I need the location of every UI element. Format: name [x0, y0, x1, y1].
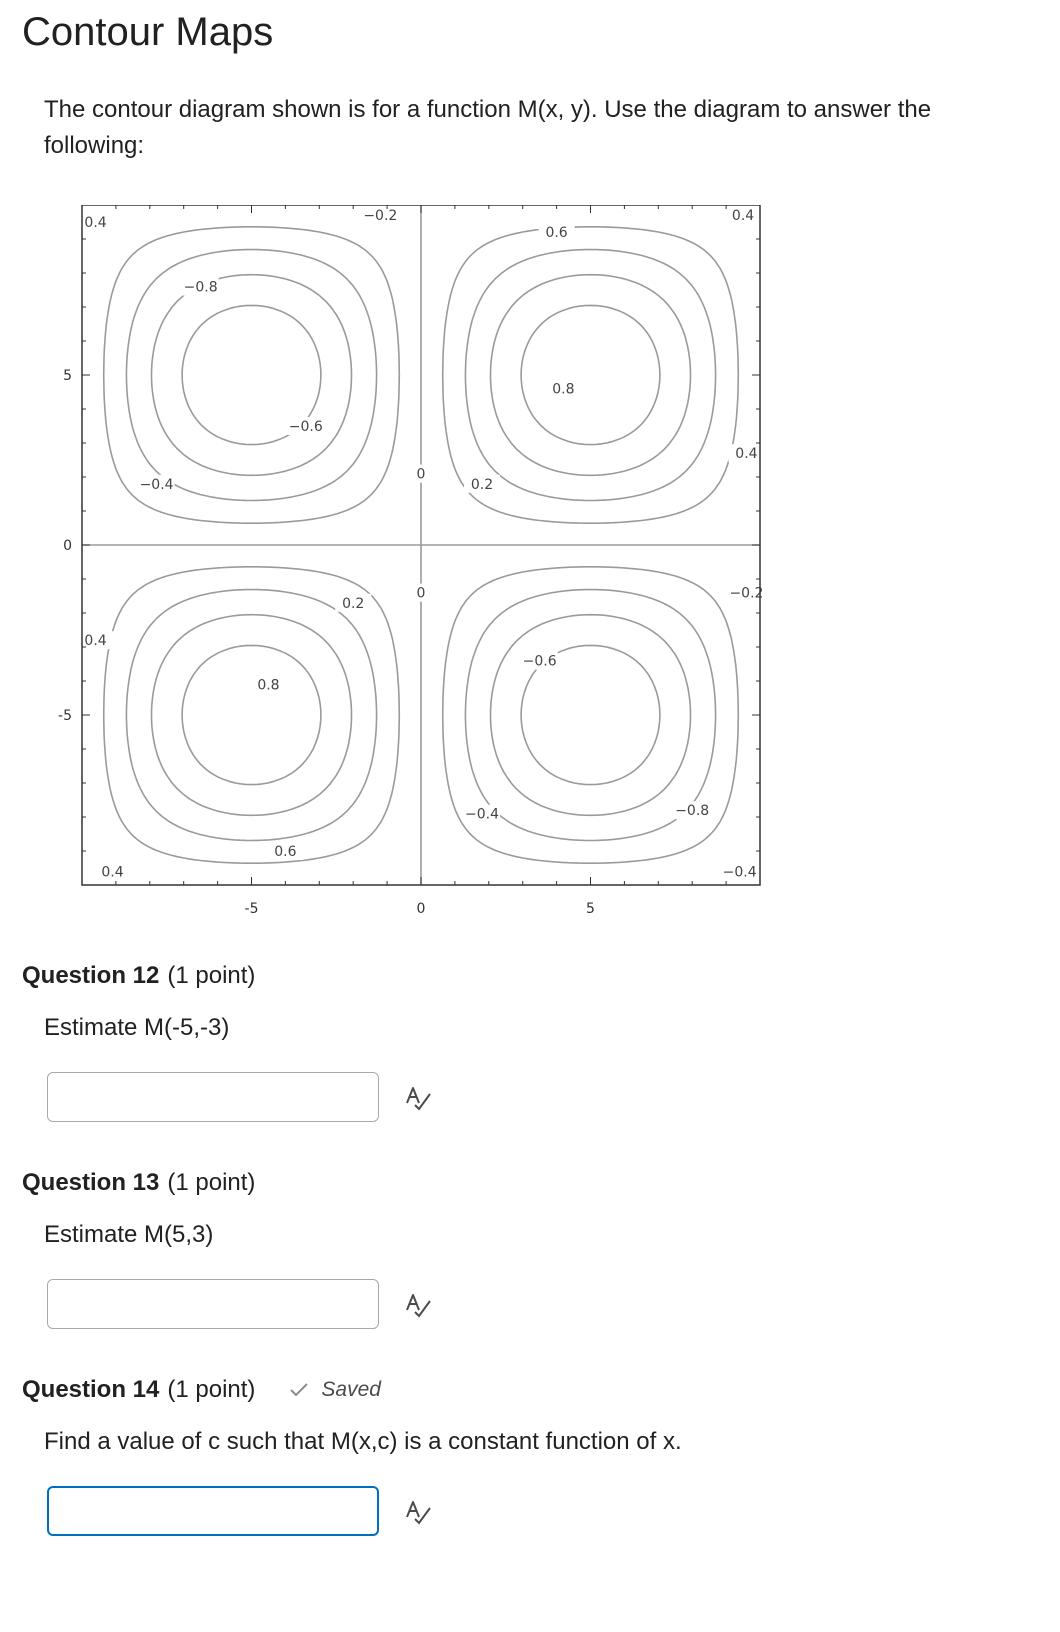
contour-label: 0.2: [470, 476, 494, 493]
question-12-points: (1 point): [167, 962, 256, 989]
question-13-heading: [22, 1169, 255, 1197]
contour-label: −0.2: [729, 585, 764, 602]
x-tick-label: 5: [586, 901, 595, 917]
contour-label: 0.4: [735, 446, 758, 463]
contour-label: 0.4: [84, 633, 107, 650]
spell-check-icon[interactable]: [404, 1499, 432, 1525]
contour-label: −0.8: [675, 803, 710, 820]
question-13-prompt: Estimate M(5,3): [44, 1221, 214, 1248]
saved-label: Saved: [321, 1378, 381, 1401]
question-14-prompt: Find a value of c such that M(x,c) is a constant function of x.: [44, 1428, 682, 1455]
checkmark-icon: [289, 1382, 309, 1398]
question-13-number: Question 13: [22, 1169, 160, 1196]
contour-label: 0: [416, 466, 426, 483]
contour-label: 0.4: [101, 864, 124, 881]
saved-status: [289, 1378, 381, 1402]
question-13-points: (1 point): [167, 1169, 256, 1196]
contour-label: 0.8: [552, 381, 575, 398]
contour-label: −0.4: [722, 864, 757, 881]
contour-label: 0.8: [257, 677, 280, 694]
page-title: Contour Maps: [22, 10, 274, 54]
question-12-heading: [22, 962, 255, 990]
question-14-points: (1 point): [167, 1376, 256, 1403]
contour-label: 0.6: [545, 225, 568, 242]
question-14-answer-input[interactable]: [47, 1486, 379, 1536]
contour-plot: [50, 205, 790, 950]
spell-check-icon[interactable]: [404, 1292, 432, 1318]
axis-ticks: [58, 205, 760, 917]
contour-label: −0.2: [363, 208, 398, 225]
x-tick-label: 0: [416, 901, 426, 917]
y-tick-label: -5: [58, 708, 72, 724]
contour-plot-svg: [50, 205, 790, 950]
question-12-number: Question 12: [22, 962, 160, 989]
question-12-prompt: Estimate M(-5,-3): [44, 1014, 230, 1041]
contour-label: 0.6: [274, 844, 297, 860]
question-12-answer-input[interactable]: [47, 1072, 379, 1122]
y-tick-label: 5: [63, 368, 72, 384]
spell-check-icon[interactable]: [404, 1085, 432, 1111]
x-tick-label: -5: [244, 901, 259, 917]
contour-label: −0.4: [465, 806, 500, 823]
contour-lines: [82, 205, 760, 885]
question-13-answer-input[interactable]: [47, 1279, 379, 1329]
contour-label: 0.2: [342, 595, 365, 612]
contour-label: 0.4: [84, 215, 107, 231]
y-tick-label: 0: [63, 538, 72, 554]
intro-text: The contour diagram shown is for a function M(x, y). Use the diagram to answer the following:: [44, 96, 932, 159]
contour-label: −0.4: [139, 476, 174, 493]
question-14-heading: [22, 1376, 381, 1404]
contour-label: 0: [416, 585, 426, 602]
contour-label: −0.6: [288, 419, 323, 435]
question-14-number: Question 14: [22, 1376, 160, 1403]
contour-label: −0.6: [522, 653, 557, 670]
contour-label: 0.4: [731, 208, 755, 225]
contour-label: −0.8: [183, 279, 218, 296]
